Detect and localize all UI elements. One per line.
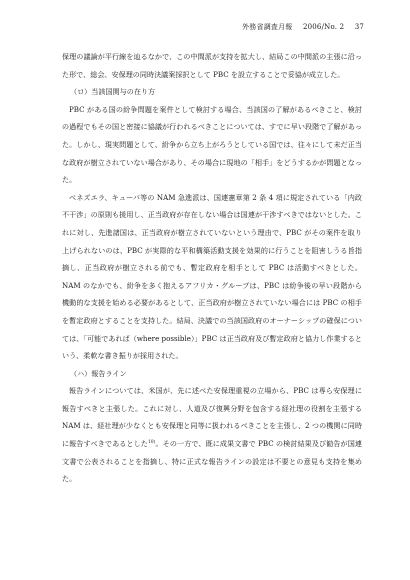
paragraph-nam-debate: ベネズエラ、キューバ等の NAM 急進派は、国連憲章第 2 条 4 項に規定されている「内政不干渉」の原則も援用し、正当政府が存在しない場合は国連が干渉すべきではないとした。これに対し、先進諸国は、正当政府が樹立されていないという理由で、PBC がその案件を取り上げられないのは、PBC が実際的な平和構築活動支援を効果的に行うことを阻害しうる旨指摘し、正当政府が樹立される前でも、暫定政府を相手として PBC は活動すべきとした。NAM のなかでも、紛争を多く抱えるアフリカ・グループは、PBC は紛争後の早い段階から機動的な支援を始める必要があるとして、正当政府が樹立されていない場合には PBC の相手を暫定政府とすることを支持した。結局、決議での当該国政府のオーナーシップの確保については、「可能であれば（where possible）」PBC は正当政府及び暫定政府と協力し作業するという、柔軟な書き振りが採用された。 [62,192,362,361]
reporting-line-text-part2: 。その一方で、既に成果文書で PBC の検討結果及び勧告が国連文書で公表されることを指摘し、特に正式な報告ラインの設定は不要との意見も支持を集めた。 [62,439,362,484]
paragraph-reporting-line [62,382,362,488]
section-heading-ro: （ロ）当該国関与の在り方 [70,87,156,97]
section-heading-ha: （ハ）報告ライン [70,368,127,378]
article-body [62,48,362,488]
reporting-line-text-part1: 報告ラインについては、米国が、先に述べた安保理重視の立場から、PBC は専ら安保理に報告すべきと主張した。これに対し、人道及び復興分野を包含する経社理の役割を主張する NAM は、経社理が少なくとも安保理と同等に扱われるべきことを主張し、2 つの機関に同時に報告すべきであるとした [62,386,362,449]
journal-title: 外務省調査月報 [242,23,293,31]
page-number: 37 [354,23,364,31]
paragraph-country-involvement: PBC がある国の紛争問題を案件として検討する場合、当該国の了解があるべきこと、検討の過程でもその国と密接に協議が行われるべきことについては、すでに早い段階で了解があった。しかし、現実問題として、紛争から立ち上がろうとしている国では、往々にして未だ正当な政府が樹立されていない場合があり、その場合に現地の「相手」をどうするかが問題となった。 [62,104,362,185]
paragraph-continuation: 保理の議論が平行線を辿るなかで、この中間派が支持を拡大し、結局この中間派の主張に沿った形で、総会、安保理の同時決議案採択として PBC を設立することで妥協が成立した。 [62,52,362,79]
footnote-marker: 10) [147,440,156,446]
issue-number: 2006/No. 2 [302,23,345,31]
running-header [234,22,364,32]
